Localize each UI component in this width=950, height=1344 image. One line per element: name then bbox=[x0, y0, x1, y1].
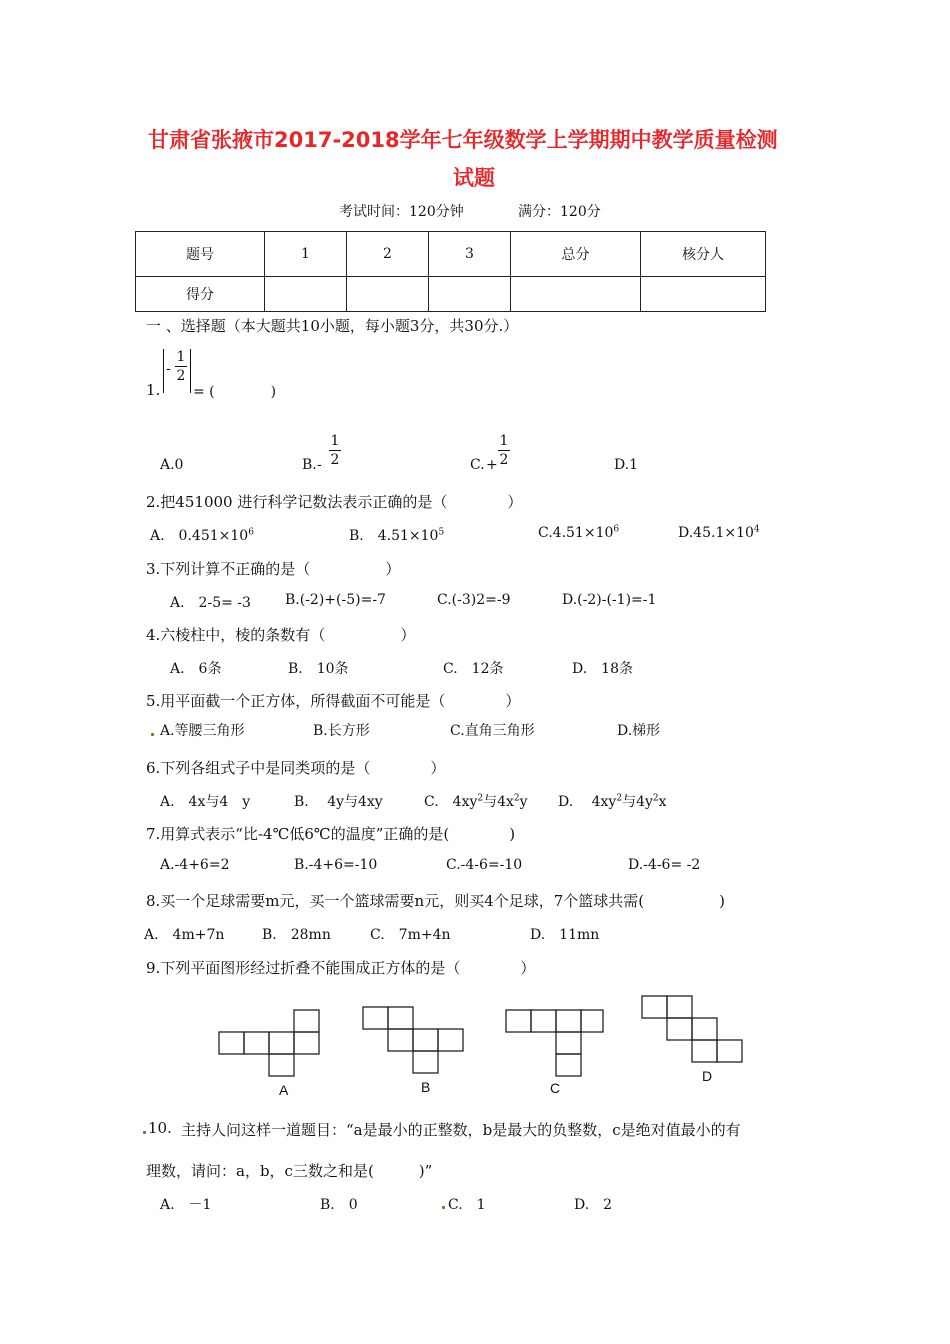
option-a[interactable]: A. －1 bbox=[160, 1197, 212, 1213]
minus-sign: - bbox=[317, 457, 322, 473]
option-d[interactable]: D.(-2)-(-1)=-1 bbox=[562, 592, 657, 608]
denominator: 2 bbox=[176, 368, 186, 384]
option-a[interactable]: A. 6条 bbox=[170, 661, 222, 677]
option-c[interactable]: C. 1 bbox=[448, 1197, 486, 1213]
question-stem: 5.用平面截一个正方体，所得截面不可能是（ ） bbox=[146, 692, 521, 710]
cube-net-b bbox=[363, 1007, 463, 1073]
option-d[interactable]: D.-4-6= -2 bbox=[628, 857, 701, 873]
exam-time: 考试时间：120分钟 bbox=[339, 204, 464, 220]
question-stem: 6.下列各组式子中是同类项的是（ ） bbox=[146, 759, 446, 777]
option-d[interactable]: D.梯形 bbox=[617, 723, 661, 739]
net-label-d: D bbox=[702, 1068, 713, 1084]
option-c[interactable]: C. 7m+4n bbox=[370, 927, 451, 943]
net-label-b: B bbox=[421, 1079, 431, 1095]
question-number: 10. bbox=[148, 1119, 172, 1137]
plus-sign: + bbox=[486, 457, 498, 473]
option-c[interactable]: $C.4.51\times 10^6$ bbox=[538, 524, 620, 541]
table-header-cell: 2 bbox=[347, 232, 429, 277]
option-a[interactable]: A. 4x与4 y bbox=[160, 794, 251, 810]
question-stem-continued: 理数，请问：a，b，c三数之和是( )” bbox=[146, 1162, 433, 1180]
option-b[interactable]: B. 0 bbox=[320, 1197, 358, 1213]
question-tail: = ( ) bbox=[193, 384, 277, 400]
option-d[interactable]: D. 11mn bbox=[530, 927, 600, 943]
page-title-continued: 试题 bbox=[453, 166, 495, 190]
question-number: 1. bbox=[146, 381, 161, 399]
table-row-label: 得分 bbox=[136, 277, 265, 312]
net-label-c: C bbox=[550, 1080, 561, 1096]
numerator: 1 bbox=[499, 433, 509, 449]
option-c[interactable]: C.-4-6=-10 bbox=[446, 857, 523, 873]
option-a[interactable]: A.等腰三角形 bbox=[160, 723, 245, 739]
option-d[interactable]: D.1 bbox=[614, 457, 639, 473]
full-score: 满分：120分 bbox=[518, 204, 601, 220]
table-header-cell: 1 bbox=[265, 232, 347, 277]
option-d[interactable]: D. 18条 bbox=[572, 661, 633, 677]
numerator: 1 bbox=[176, 349, 186, 365]
option-b[interactable]: B.-4+6=-10 bbox=[294, 857, 378, 873]
cube-net-a bbox=[219, 1010, 319, 1076]
question-stem: 8.买一个足球需要m元，买一个篮球需要n元，则买4个足球，7个篮球共需( ) bbox=[146, 892, 725, 910]
minus-sign: - bbox=[166, 361, 171, 377]
page-title: 甘肃省张掖市2017-2018学年七年级数学上学期期中教学质量检测 bbox=[148, 128, 778, 152]
option-a[interactable]: A. $0.451\times 10^6$ bbox=[150, 527, 254, 544]
question-stem: 4.六棱柱中，棱的条数有（ ） bbox=[146, 626, 416, 644]
section-heading: 一 、选择题（本大题共10小题，每小题3分，共30分.） bbox=[146, 317, 519, 335]
option-c[interactable]: C.(-3)2=-9 bbox=[437, 592, 511, 608]
table-header-cell: 总分 bbox=[511, 232, 641, 277]
cube-net-c bbox=[506, 1010, 603, 1076]
speck bbox=[143, 1131, 146, 1134]
denominator: 2 bbox=[330, 452, 340, 468]
question-stem: 7.用算式表示“比-4℃低6℃的温度”正确的是( ) bbox=[146, 825, 516, 843]
option-a[interactable]: A.0 bbox=[160, 457, 184, 473]
option-c[interactable]: C. $4xy^2$与$4x^2y$ bbox=[424, 793, 528, 810]
option-a[interactable]: A. 2-5= -3 bbox=[170, 595, 251, 611]
option-b[interactable]: B. bbox=[302, 457, 317, 473]
option-b[interactable]: B. 28mn bbox=[262, 927, 331, 943]
option-c[interactable]: C. bbox=[470, 457, 485, 473]
option-b[interactable]: B. 4y与4xy bbox=[294, 794, 383, 810]
numerator: 1 bbox=[330, 433, 340, 449]
option-c[interactable]: C. 12条 bbox=[443, 661, 504, 677]
option-b[interactable]: B. $4.51\times 10^5$ bbox=[349, 527, 445, 544]
speck bbox=[442, 1206, 445, 1209]
option-d[interactable]: D. 2 bbox=[574, 1197, 613, 1213]
option-b[interactable]: B.长方形 bbox=[313, 723, 370, 739]
denominator: 2 bbox=[499, 452, 509, 468]
option-d[interactable]: D. $4xy^2$与$4y^2x$ bbox=[558, 793, 667, 810]
option-a[interactable]: A.-4+6=2 bbox=[160, 857, 230, 873]
question-stem: 主持人问这样一道题目：“a是最小的正整数，b是最大的负整数，c是绝对值最小的有 bbox=[181, 1121, 741, 1139]
net-label-a: A bbox=[279, 1082, 289, 1098]
option-c[interactable]: C.直角三角形 bbox=[450, 723, 535, 739]
question-stem: 3.下列计算不正确的是（ ） bbox=[146, 560, 401, 578]
question-stem: 2.把451000 进行科学记数法表示正确的是（ ） bbox=[146, 493, 523, 511]
cube-net-d bbox=[642, 996, 742, 1062]
option-a[interactable]: A. 4m+7n bbox=[144, 927, 225, 943]
table-header-cell: 核分人 bbox=[641, 232, 766, 277]
question-stem: 9.下列平面图形经过折叠不能围成正方体的是（ ） bbox=[146, 959, 536, 977]
table-header-cell: 题号 bbox=[136, 232, 265, 277]
option-d[interactable]: $D.45.1\times 10^4$ bbox=[678, 524, 760, 541]
option-b[interactable]: B. 10条 bbox=[288, 661, 349, 677]
table-header-cell: 3 bbox=[429, 232, 511, 277]
option-b[interactable]: B.(-2)+(-5)=-7 bbox=[285, 592, 386, 608]
